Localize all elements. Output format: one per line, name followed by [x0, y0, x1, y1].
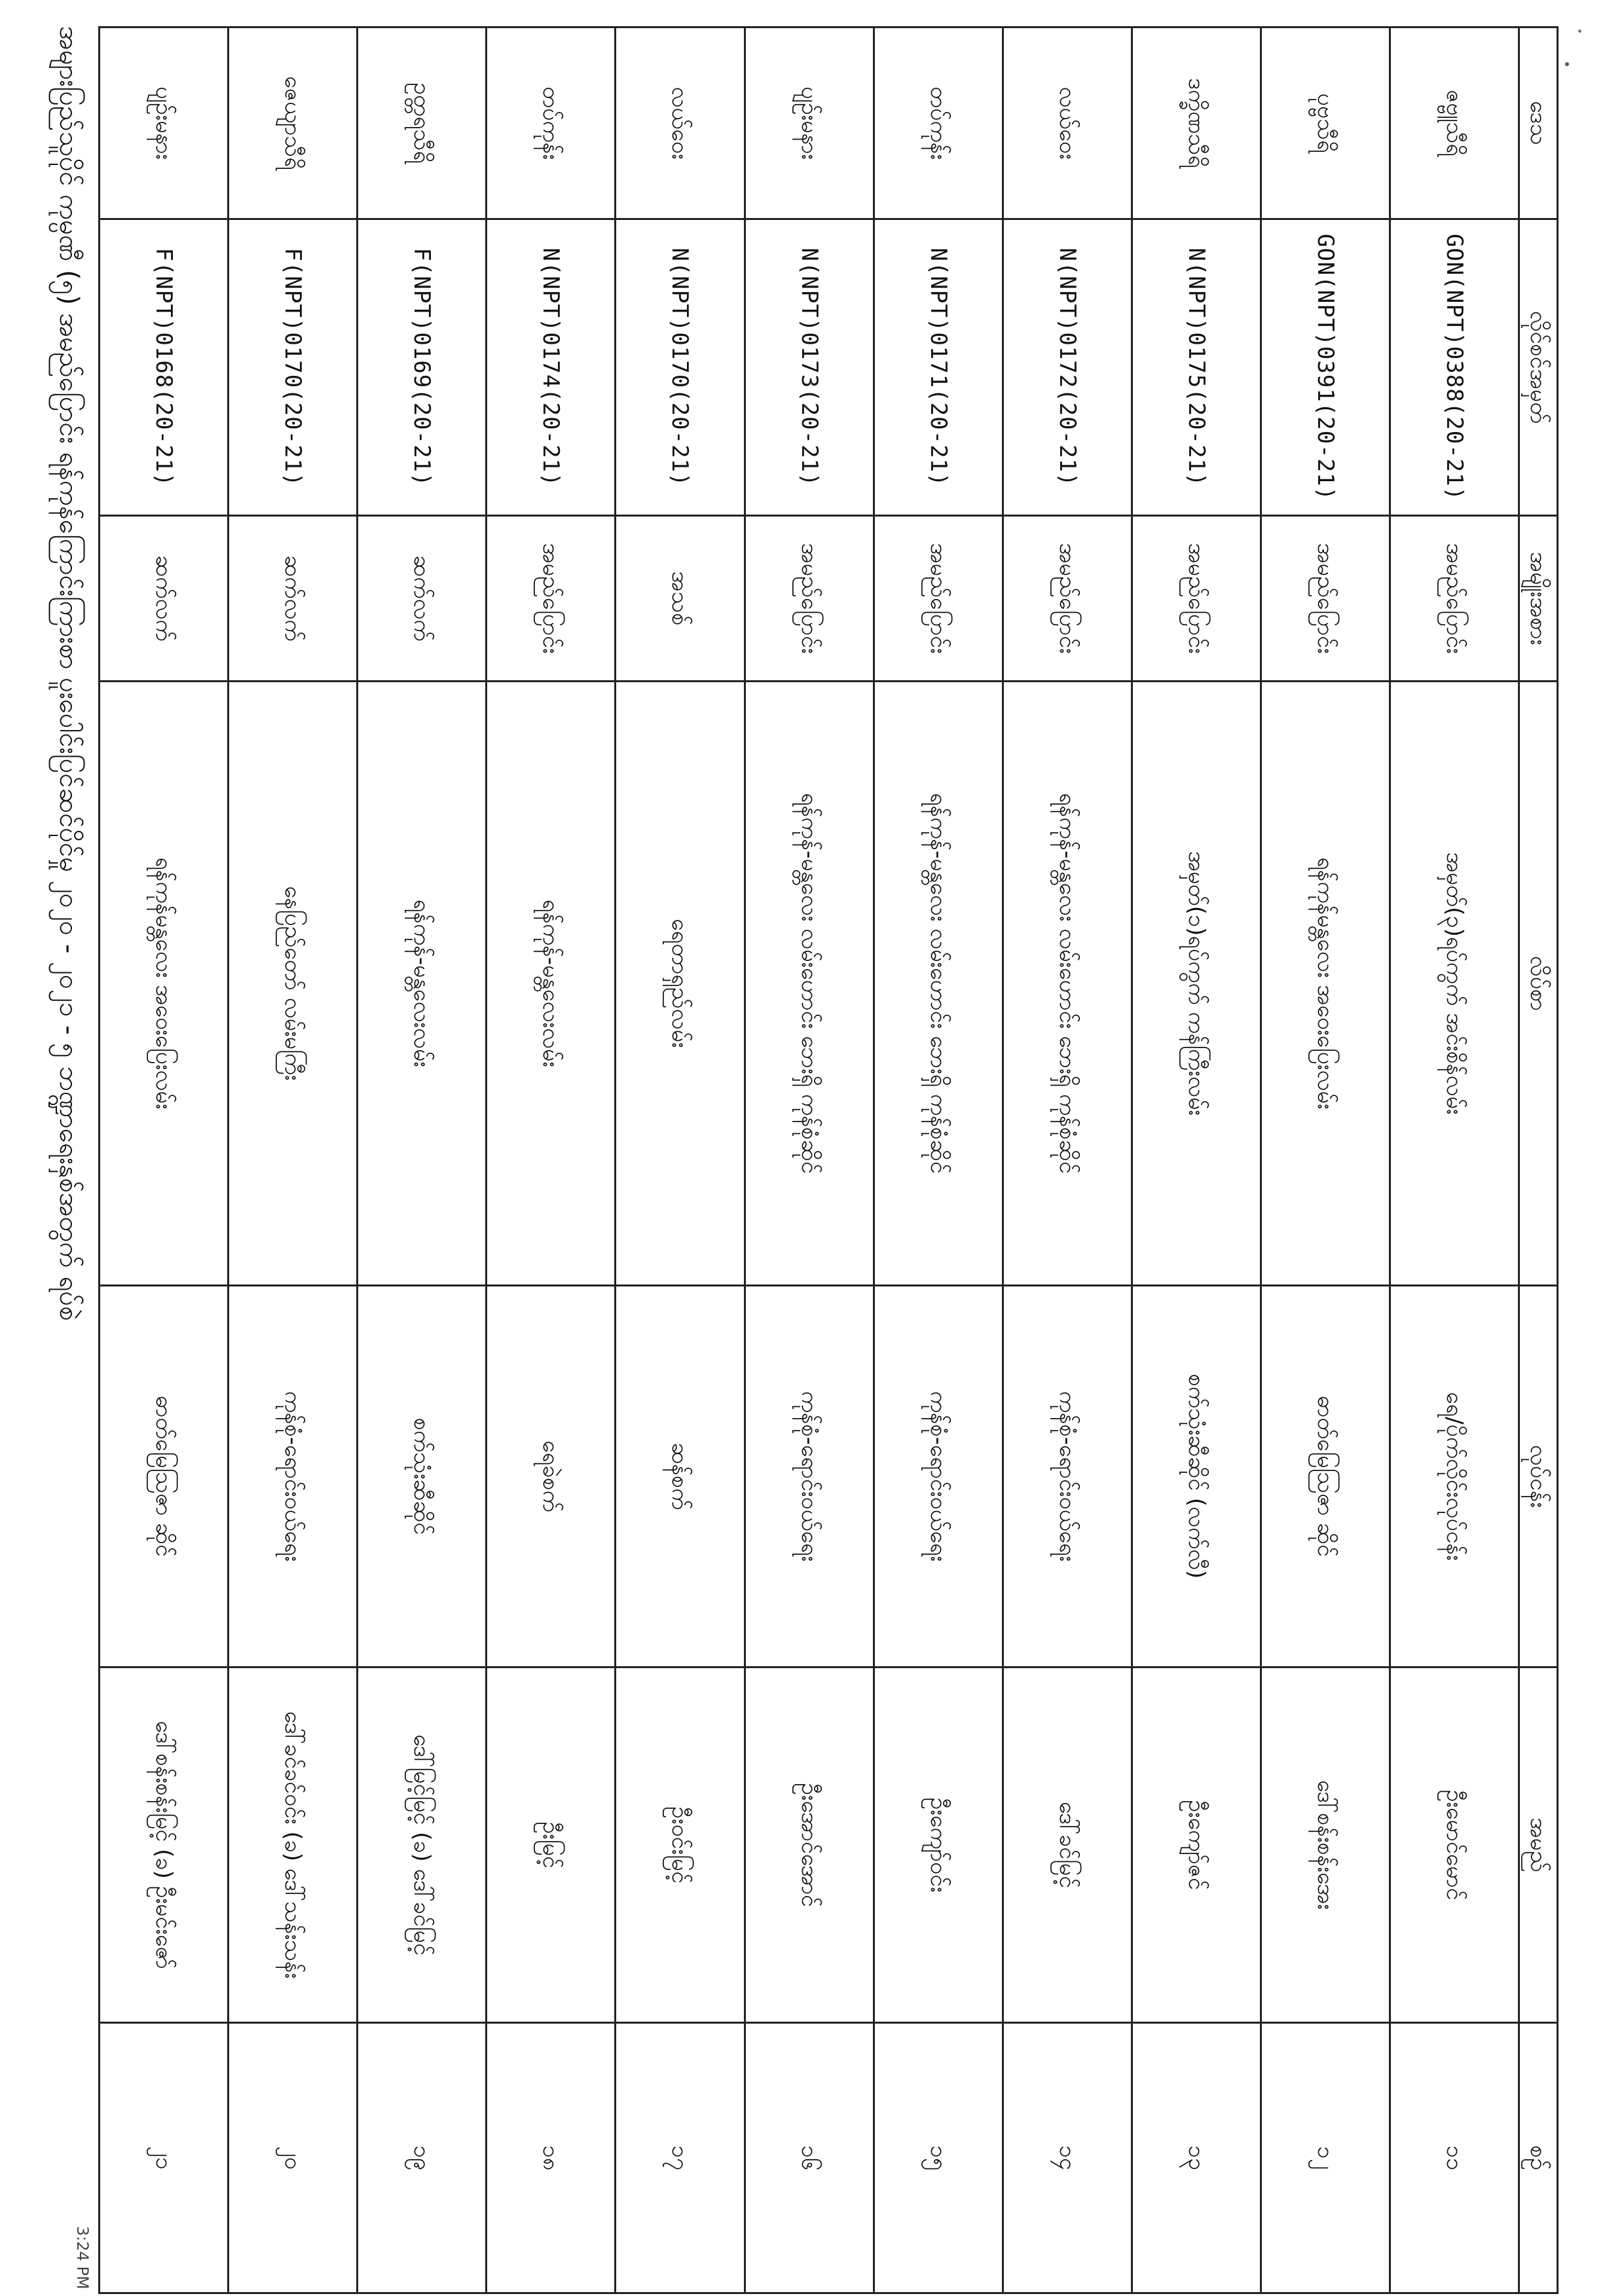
table-row — [1261, 27, 1390, 2293]
cell-name: ဒေါ်ခင်ခင်ဝင်း (ခ) ဒေါ်သန်းသန်း — [229, 1667, 358, 2023]
cell-type: အမည်ပြောင်း — [874, 516, 1003, 682]
cell-address: အမှတ်(၁)ရပ်ကွက် ကန်ကြီးလမ်း — [1132, 682, 1261, 1286]
table-row — [1132, 27, 1261, 2293]
cell-business: ဆန်စက် — [616, 1286, 745, 1667]
cell-region: ပျဉ်းမနား — [745, 27, 874, 219]
cell-permit: GON(NPT)0391(20-21) — [1261, 219, 1390, 516]
cell-region: တပ်ကုန်း — [487, 27, 616, 219]
cell-name: ဒေါ်စန်းစန်းအေး — [1261, 1667, 1390, 2023]
cell-type: အမည်ပြောင်း — [1261, 516, 1390, 682]
table-row — [1003, 27, 1132, 2293]
table-row — [487, 27, 616, 2293]
scan-timestamp: 3:24 PM — [73, 2226, 92, 2289]
cell-region: လယ်ဝေး — [616, 27, 745, 219]
cell-name: ဒေါ်စန်းစန်းမြင့် (ခ) ဦးမင်းဇော် — [100, 1667, 229, 2023]
cell-permit: F(NPT)0170(20-21) — [229, 219, 358, 516]
cell-type: အမည်ပြောင်း — [487, 516, 616, 682]
cell-no: ၁၃ — [1132, 2023, 1261, 2293]
cell-address: အမှတ်(၃)ရပ်ကွက် အင်းစိန်လမ်း — [1390, 682, 1519, 1286]
cell-address: ရန်ကုန်-မန္တလေးလမ်း — [487, 682, 616, 1286]
cell-type: အမည်ပြောင်း — [1390, 516, 1519, 682]
cell-permit: N(NPT)0171(20-21) — [874, 219, 1003, 516]
cell-address: ရန်ကုန်-မန္တလေး လမ်းဟောင်း ဘေးရှိ ကုန်စုံဆိုင် — [874, 682, 1003, 1286]
cell-address: ရန်ကုန်-မန္တလေးလမ်း — [358, 682, 487, 1286]
cell-permit: N(NPT)0170(20-21) — [616, 219, 745, 516]
cell-no: ၁၂ — [1261, 2023, 1390, 2293]
cell-business: ရေခဲစက် — [487, 1286, 616, 1667]
cell-permit: N(NPT)0172(20-21) — [1003, 219, 1132, 516]
cell-region: ပုဗ္ဗသီရိ — [1261, 27, 1390, 219]
table-row — [100, 27, 229, 2293]
cell-no: ၁၈ — [487, 2023, 616, 2293]
cell-address: ရေတာရှည်လမ်း — [616, 682, 745, 1286]
table-row — [229, 27, 358, 2293]
cell-no: ၁၁ — [1390, 2023, 1519, 2293]
cell-address: ရန်ကုန်မန္တလေး အဝေးပြေးလမ်း — [100, 682, 229, 1286]
cell-no: ၁၄ — [1003, 2023, 1132, 2293]
cell-business: ရေ/ပိုက်လိုင်းလုပ်ငန်း — [1390, 1286, 1519, 1667]
cell-permit: N(NPT)0175(20-21) — [1132, 219, 1261, 516]
cell-no: ၂၀ — [229, 2023, 358, 2293]
cell-business: ကုန်စုံ-ရောင်းဝယ်ရေး — [745, 1286, 874, 1667]
cell-no: ၂၁ — [100, 2023, 229, 2293]
cell-name: ဦးဝင်းမြင့် — [616, 1667, 745, 2023]
cell-no: ၁၇ — [616, 2023, 745, 2293]
cell-business: ကုန်စုံ-ရောင်းဝယ်ရေး — [229, 1286, 358, 1667]
cell-region: တပ်ကုန်း — [874, 27, 1003, 219]
cell-address: နေပြည်တော် လမ်းမကြီး — [229, 682, 358, 1286]
cell-no: ၁၉ — [358, 2023, 487, 2293]
cell-type: အမည်ပြောင်း — [1003, 516, 1132, 682]
cell-address: ရန်ကုန်-မန္တလေး လမ်းဟောင်း ဘေးရှိ ကုန်စုံဆိုင် — [1003, 682, 1132, 1286]
table-row — [358, 27, 487, 2293]
header-region: ဒေသ — [1519, 27, 1558, 219]
cell-address: ရန်ကုန်-မန္တလေး လမ်းဟောင်း ဘေးရှိ ကုန်စုံဆိုင် — [745, 682, 874, 1286]
cell-region: ဥတ္တရသီရိ — [358, 27, 487, 219]
cell-business: ကုန်စုံ-ရောင်းဝယ်ရေး — [1003, 1286, 1132, 1667]
cell-business: ဓာတ်မြေဩဇာ ဆိုင် — [1261, 1286, 1390, 1667]
cell-name: ဦးကျော်ဇင် — [1132, 1667, 1261, 2023]
cell-name: ဦးကျော်ဝင်း — [874, 1667, 1003, 2023]
header-address: လိပ်စာ — [1519, 682, 1558, 1286]
table-header-row — [1519, 27, 1558, 2293]
table-row — [1390, 27, 1519, 2293]
header-permit: လိုင်စင်အမှတ် — [1519, 219, 1558, 516]
cell-permit: GON(NPT)0388(20-21) — [1390, 219, 1519, 516]
header-no: စဉ် — [1519, 2023, 1558, 2293]
cell-business: ကုန်စုံ-ရောင်းဝယ်ရေး — [874, 1286, 1003, 1667]
table-row — [874, 27, 1003, 2293]
cell-name: ဒေါ်ခင်မြင့် — [1003, 1667, 1132, 2023]
cell-region: ဇဗ္ဗူသီရိ — [1390, 27, 1519, 219]
cell-name: ဦးအောင်အောင် — [745, 1667, 874, 2023]
cell-name: ဒေါ်မြင့်မြင့် (ခ) ဒေါ်ခင်မြင့် — [358, 1667, 487, 2023]
cell-no: ၁၆ — [745, 2023, 874, 2293]
cell-permit: F(NPT)0169(20-21) — [358, 219, 487, 516]
page-caption: အများပြည်သူပိုင် ကုမ္ပဏီ (၅) အမည်ပြောင်း ရန်ကုန်ကြောင်းကြားစာ ပူးပေါင်းပြင်ဆင်ပိုင်မှု ၂၀၂၀ - ၂၀၂၁ - ၅ ဘဏ္ဍာရေးနှစ်အတွက် ရပ်စဲ — [54, 26, 84, 1321]
license-table — [98, 26, 1559, 2294]
cell-type: ဆက်လက် — [229, 516, 358, 682]
cell-type: အမည်ပြောင်း — [1132, 516, 1261, 682]
cell-address: ရန်ကုန်မန္တလေး အဝေးပြေးလမ်း — [1261, 682, 1390, 1286]
table-row — [745, 27, 874, 2293]
cell-region: ပျဉ်းမနား — [100, 27, 229, 219]
cell-business: စက်သုံးဆီဆိုင် (လက်လီ) — [1132, 1286, 1261, 1667]
cell-permit: N(NPT)0174(20-21) — [487, 219, 616, 516]
cell-name: ဦးမောင်မောင် — [1390, 1667, 1519, 2023]
cell-permit: N(NPT)0173(20-21) — [745, 219, 874, 516]
table-body — [100, 27, 1519, 2293]
header-type: အမျိုးအစား — [1519, 516, 1558, 682]
cell-type: ဆက်လက် — [100, 516, 229, 682]
cell-region: ဇေယျာသီရိ — [229, 27, 358, 219]
cell-name: ဦးမြင့် — [487, 1667, 616, 2023]
cell-no: ၁၅ — [874, 2023, 1003, 2293]
cell-business: စက်သုံးဆီဆိုင် — [358, 1286, 487, 1667]
cell-region: လယ်ဝေး — [1003, 27, 1132, 219]
table-row — [616, 27, 745, 2293]
cell-type: အသစ် — [616, 516, 745, 682]
cell-type: အမည်ပြောင်း — [745, 516, 874, 682]
cell-type: ဆက်လက် — [358, 516, 487, 682]
header-business: လုပ်ငန်း — [1519, 1286, 1558, 1667]
cell-region: ဒက္ခိဏသီရိ — [1132, 27, 1261, 219]
cell-permit: F(NPT)0168(20-21) — [100, 219, 229, 516]
cell-business: ဓာတ်မြေဩဇာ ဆိုင် — [100, 1286, 229, 1667]
header-name: အမည် — [1519, 1667, 1558, 2023]
